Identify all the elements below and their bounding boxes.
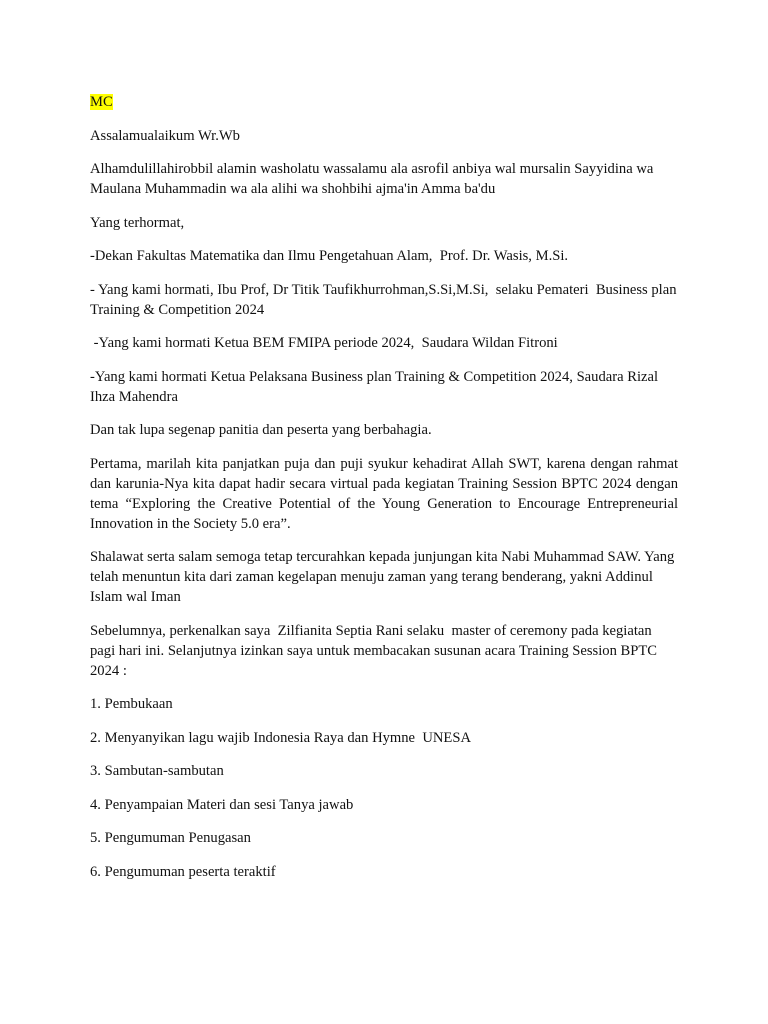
salutation-paragraph: Yang terhormat, <box>90 214 185 231</box>
role-label-line <box>90 92 678 112</box>
honoree-dean-paragraph: -Dekan Fakultas Matematika dan Ilmu Pengetahuan Alam, Prof. Dr. Wasis, M.Si. <box>90 248 569 264</box>
greeting-paragraph: Assalamualaikum Wr.Wb <box>90 127 240 144</box>
agenda-item: 4. Penyampaian Materi dan sesi Tanya jawab <box>90 796 354 813</box>
shalawat-paragraph: Shalawat serta salam semoga tetap tercurahkan kepada junjungan kita Nabi Muhammad SAW. Yang telah menuntun kita dari zaman kegelapan menuju zaman yang terang benderang, yakni Addinul Islam wal Iman <box>90 549 678 605</box>
mc-label: MC <box>90 94 113 110</box>
audience-paragraph: Dan tak lupa segenap panitia dan peserta yang berbahagia. <box>90 422 432 438</box>
agenda-item: 1. Pembukaan <box>90 696 173 712</box>
agenda-item: 5. Pengumuman Penugasan <box>90 830 251 846</box>
agenda-item: 3. Sambutan-sambutan <box>90 763 224 779</box>
honoree-chair-paragraph: -Yang kami hormati Ketua Pelaksana Business plan Training & Competition 2024, Saudara Rizal Ihza Mahendra <box>90 368 662 405</box>
agenda-item: 2. Menyanyikan lagu wajib Indonesia Raya dan Hymne UNESA <box>90 729 471 746</box>
honoree-bem-paragraph: -Yang kami hormati Ketua BEM FMIPA periode 2024, Saudara Wildan Fitroni <box>90 335 558 351</box>
opening-prayer-paragraph: Alhamdulillahirobbil alamin washolatu wassalamu ala asrofil anbiya wal mursalin Sayyidina wa Maulana Muhammadin wa ala alihi wa shohbihi ajma'in Amma ba'du <box>90 161 657 197</box>
document-page <box>90 92 682 895</box>
introduction-paragraph: Sebelumnya, perkenalkan saya Zilfianita Septia Rani selaku master of ceremony pada kegiatan pagi hari ini. Selanjutnya izinkan saya untuk membacakan susunan acara Training Session BPTC 2024 : <box>90 622 661 679</box>
gratitude-paragraph: Pertama, marilah kita panjatkan puja dan puji syukur kehadirat Allah SWT, karena dengan rahmat dan karunia-Nya kita dapat hadir secara virtual pada kegiatan Training Session BPTC 2024 dengan tema “Exploring the Creative Potential of the Young Generation to Encourage Entrepreneurial Innovation in the Society 5.0 era”. <box>90 455 682 532</box>
honoree-speaker-paragraph: - Yang kami hormati, Ibu Prof, Dr Titik Taufikhurrohman,S.Si,M.Si, selaku Pemateri Business plan Training & Competition 2024 <box>90 281 680 318</box>
agenda-item: 6. Pengumuman peserta teraktif <box>90 863 276 880</box>
